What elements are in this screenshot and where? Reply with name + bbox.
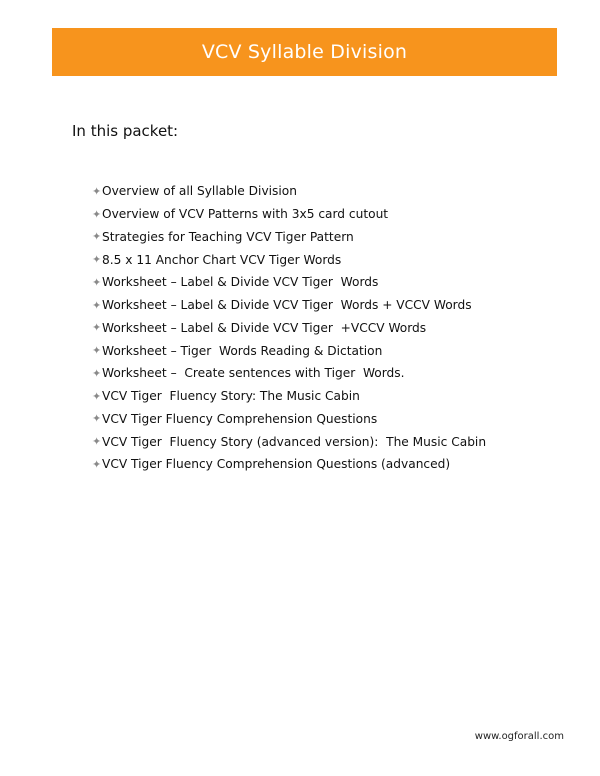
list-item-text: Worksheet – Tiger Words Reading & Dictation	[102, 343, 383, 358]
packet-heading: In this packet:	[72, 122, 179, 140]
list-item-text: VCV Tiger Fluency Comprehension Questions	[102, 411, 378, 426]
star-bullet-icon: ✦	[92, 275, 102, 289]
list-item-text: VCV Tiger Fluency Story (advanced version): The Music Cabin	[102, 434, 487, 449]
star-bullet-icon: ✦	[92, 412, 102, 426]
list-item	[92, 294, 486, 317]
star-bullet-icon: ✦	[92, 298, 102, 312]
footer-website-link[interactable]: www.ogforall.com	[474, 731, 564, 742]
star-bullet-icon: ✦	[92, 389, 102, 403]
list-item	[92, 339, 486, 362]
list-item	[92, 453, 486, 476]
list-item-text: Strategies for Teaching VCV Tiger Pattern	[102, 229, 354, 244]
star-bullet-icon: ✦	[92, 253, 102, 267]
page-title: VCV Syllable Division	[201, 41, 408, 63]
star-bullet-icon: ✦	[92, 457, 102, 471]
list-item	[92, 203, 486, 226]
contents-list	[92, 180, 486, 476]
list-item	[92, 226, 486, 249]
list-item-text: Overview of VCV Patterns with 3x5 card cutout	[102, 207, 389, 222]
title-banner	[52, 28, 557, 76]
star-bullet-icon: ✦	[92, 321, 102, 335]
list-item-text: Worksheet – Label & Divide VCV Tiger +VCCV Words	[102, 320, 427, 335]
star-bullet-icon: ✦	[92, 435, 102, 449]
list-item	[92, 271, 486, 294]
list-item-text: 8.5 x 11 Anchor Chart VCV Tiger Words	[102, 252, 342, 267]
list-item	[92, 248, 486, 271]
list-item-text: Overview of all Syllable Division	[102, 184, 297, 199]
list-item	[92, 362, 486, 385]
list-item-text: Worksheet – Label & Divide VCV Tiger Words	[102, 275, 379, 290]
list-item	[92, 385, 486, 408]
list-item	[92, 180, 486, 203]
list-item-text: VCV Tiger Fluency Comprehension Questions (advanced)	[102, 457, 451, 472]
star-bullet-icon: ✦	[92, 344, 102, 358]
star-bullet-icon: ✦	[92, 366, 102, 380]
list-item	[92, 317, 486, 340]
list-item	[92, 430, 486, 453]
star-bullet-icon: ✦	[92, 207, 102, 221]
star-bullet-icon: ✦	[92, 184, 102, 198]
list-item-text: Worksheet – Create sentences with Tiger Words.	[102, 366, 405, 381]
list-item	[92, 408, 486, 431]
list-item-text: Worksheet – Label & Divide VCV Tiger Words + VCCV Words	[102, 298, 472, 313]
list-item-text: VCV Tiger Fluency Story: The Music Cabin	[102, 389, 360, 404]
star-bullet-icon: ✦	[92, 230, 102, 244]
